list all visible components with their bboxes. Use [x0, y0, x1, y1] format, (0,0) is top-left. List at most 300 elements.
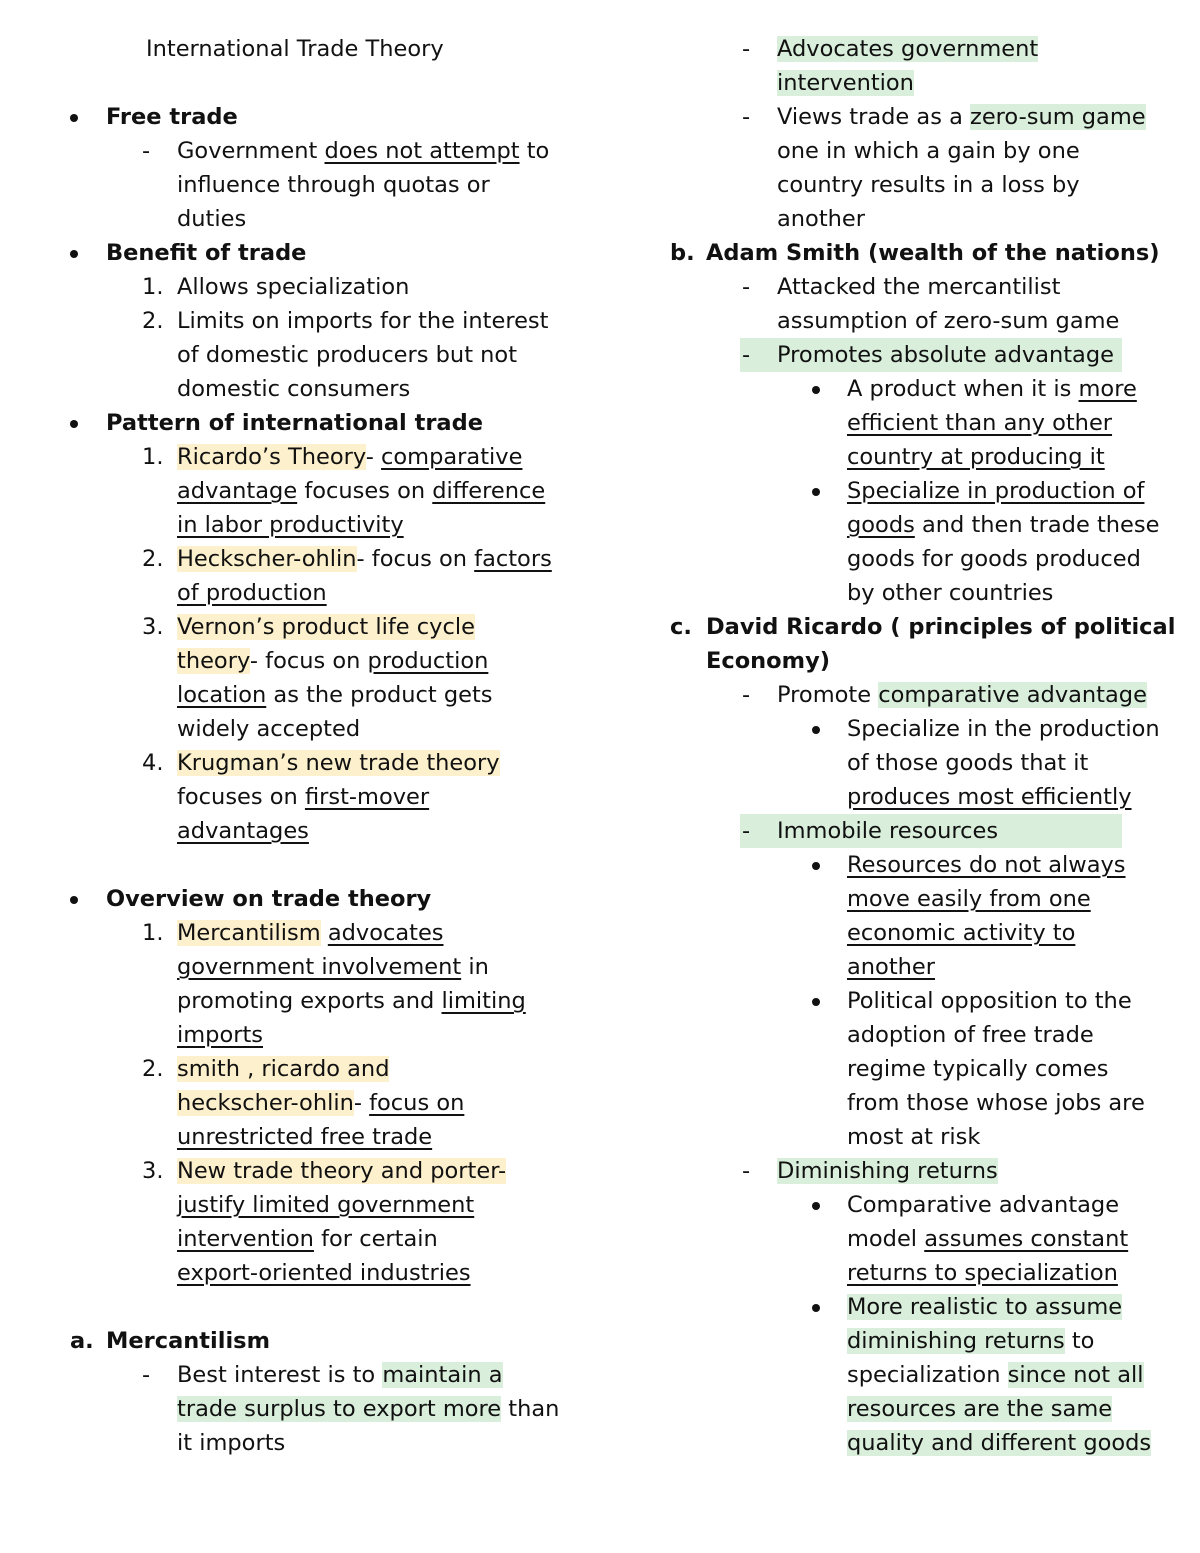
line-text — [847, 1290, 1122, 1324]
blank-line — [0, 66, 600, 100]
line-text — [847, 746, 1088, 780]
line-continuation — [600, 66, 1200, 100]
text-run: efficient than any other — [847, 410, 1113, 436]
line-text — [177, 542, 552, 576]
text-run: Specialize in production of — [847, 478, 1145, 504]
line-text — [106, 100, 238, 134]
text-run: advantages — [177, 818, 309, 844]
list-item — [0, 304, 600, 338]
list-marker: - — [742, 104, 751, 130]
text-run: does not attempt — [324, 138, 520, 164]
line-text — [177, 304, 548, 338]
line-text — [847, 1256, 1118, 1290]
line-text — [177, 1426, 285, 1460]
line-continuation — [600, 202, 1200, 236]
list-item — [600, 372, 1200, 406]
line-text — [777, 202, 865, 236]
text-run: of those goods that it — [847, 750, 1089, 776]
line-text — [177, 814, 309, 848]
bullet-dot-icon — [812, 984, 820, 1018]
text-run: from those whose jobs are — [847, 1090, 1145, 1116]
text-run: of domestic producers but not — [177, 342, 518, 368]
text-run: to — [1064, 1328, 1095, 1354]
text-run: Immobile resources — [777, 818, 999, 844]
line-continuation — [600, 950, 1200, 984]
line-text — [177, 984, 526, 1018]
text-run: Benefit of trade — [106, 240, 307, 266]
line-text — [777, 32, 1038, 66]
text-run: resources are the same — [847, 1396, 1113, 1422]
text-run: Mercantilism — [177, 920, 321, 946]
bullet-dot-icon — [812, 848, 820, 882]
text-run: Heckscher-ohlin — [177, 546, 357, 572]
list-item — [600, 678, 1200, 712]
line-continuation — [600, 1086, 1200, 1120]
list-marker: - — [742, 818, 751, 844]
line-continuation — [600, 780, 1200, 814]
list-marker: 2. — [142, 1056, 164, 1082]
text-run: heckscher-ohlin — [177, 1090, 354, 1116]
text-run: it imports — [177, 1430, 286, 1456]
text-run: Specialize in the production — [847, 716, 1160, 742]
text-run: justify limited government — [177, 1192, 475, 1218]
line-text — [847, 1358, 1144, 1392]
list-item — [600, 984, 1200, 1018]
list-marker: - — [142, 1362, 151, 1388]
line-text — [106, 236, 306, 270]
line-continuation — [600, 1392, 1200, 1426]
text-run: International Trade Theory — [146, 36, 444, 62]
list-item — [0, 610, 600, 644]
text-run: Free trade — [106, 104, 238, 130]
line-text — [777, 814, 998, 848]
text-run: intervention — [777, 70, 914, 96]
line-text — [777, 678, 1147, 712]
text-run: limiting — [441, 988, 526, 1014]
line-text — [777, 338, 1114, 372]
list-marker: 3. — [142, 614, 164, 640]
line-text — [777, 1154, 998, 1188]
list-item — [0, 236, 600, 270]
text-run: specialization — [847, 1362, 1008, 1388]
line-continuation — [0, 1426, 600, 1460]
line-continuation — [600, 1018, 1200, 1052]
text-run: intervention — [177, 1226, 314, 1252]
list-item — [0, 1154, 600, 1188]
list-item — [0, 542, 600, 576]
text-run — [321, 920, 328, 946]
list-item — [600, 270, 1200, 304]
line-text — [106, 406, 483, 440]
text-run: comparative advantage — [878, 682, 1147, 708]
line-continuation — [600, 1426, 1200, 1460]
bullet-dot-icon — [70, 406, 78, 440]
text-run: Resources do not always — [847, 852, 1126, 878]
line-text — [177, 1154, 506, 1188]
line-continuation — [600, 644, 1200, 678]
line-text — [706, 236, 1160, 270]
line-continuation — [0, 950, 600, 984]
text-run: production — [367, 648, 489, 674]
text-run: Overview on trade theory — [106, 886, 432, 912]
text-run: Attacked the mercantilist — [777, 274, 1061, 300]
line-text — [177, 678, 493, 712]
text-run: than — [501, 1396, 560, 1422]
line-text — [847, 712, 1160, 746]
right-column — [600, 32, 1200, 1460]
line-continuation — [0, 712, 600, 746]
text-run: - — [365, 444, 382, 470]
text-run: assumes constant — [924, 1226, 1129, 1252]
text-run: zero-sum game — [970, 104, 1146, 130]
text-run: More realistic to assume — [847, 1294, 1123, 1320]
line-text — [847, 780, 1132, 814]
line-continuation — [600, 542, 1200, 576]
line-continuation — [600, 134, 1200, 168]
line-text — [177, 1392, 559, 1426]
line-continuation — [600, 168, 1200, 202]
text-run: imports — [177, 1022, 264, 1048]
text-run: Best interest is to — [177, 1362, 383, 1388]
line-text — [777, 168, 1080, 202]
line-text — [177, 746, 500, 780]
text-run: Ricardo’s Theory — [177, 444, 366, 470]
list-item — [0, 100, 600, 134]
text-run: by other countries — [847, 580, 1054, 606]
text-run: Adam Smith (wealth of the nations) — [706, 240, 1160, 266]
line-continuation — [0, 576, 600, 610]
text-run: unrestricted free trade — [177, 1124, 433, 1150]
line-text — [177, 780, 429, 814]
blank-line — [0, 1290, 600, 1324]
line-text — [177, 1358, 503, 1392]
line-text — [146, 32, 444, 66]
bullet-dot-icon — [70, 100, 78, 134]
line-continuation — [0, 202, 600, 236]
left-column — [0, 32, 600, 1460]
text-run: - focus on — [356, 546, 475, 572]
text-run: smith , ricardo and — [177, 1056, 390, 1082]
line-text — [847, 508, 1159, 542]
text-run: comparative — [381, 444, 523, 470]
line-continuation — [600, 1052, 1200, 1086]
text-run: promoting exports and — [177, 988, 442, 1014]
text-run: domestic consumers — [177, 376, 411, 402]
text-run: in labor productivity — [177, 512, 404, 538]
line-text — [177, 1120, 432, 1154]
line-text — [847, 372, 1137, 406]
text-run: location — [177, 682, 267, 708]
bullet-dot-icon — [812, 372, 820, 406]
line-continuation — [600, 1358, 1200, 1392]
text-run: Comparative advantage — [847, 1192, 1120, 1218]
line-text — [847, 542, 1141, 576]
list-item — [600, 814, 1200, 848]
text-run: move easily from one — [847, 886, 1091, 912]
list-item — [600, 100, 1200, 134]
line-continuation — [0, 1222, 600, 1256]
text-run: another — [847, 954, 935, 980]
line-continuation — [0, 1188, 600, 1222]
line-continuation — [600, 1120, 1200, 1154]
line-continuation — [0, 372, 600, 406]
list-item — [0, 134, 600, 168]
line-text — [847, 1392, 1112, 1426]
list-item — [0, 1052, 600, 1086]
text-run: Advocates government — [777, 36, 1039, 62]
list-item — [0, 882, 600, 916]
text-run: first-mover — [304, 784, 430, 810]
line-continuation — [600, 1324, 1200, 1358]
text-run: as the product gets — [266, 682, 493, 708]
bullet-dot-icon — [70, 236, 78, 270]
text-run: produces most efficiently — [847, 784, 1132, 810]
list-marker: 2. — [142, 546, 164, 572]
text-run: widely accepted — [177, 716, 361, 742]
line-text — [847, 474, 1144, 508]
line-text — [177, 440, 522, 474]
text-run: model — [847, 1226, 925, 1252]
text-run: Political opposition to the — [847, 988, 1132, 1014]
line-continuation — [600, 1256, 1200, 1290]
line-continuation — [0, 1392, 600, 1426]
list-item — [0, 916, 600, 950]
list-marker: 1. — [142, 444, 164, 470]
line-continuation — [600, 882, 1200, 916]
line-text — [706, 610, 1175, 644]
list-item — [0, 1358, 600, 1392]
text-run: trade surplus to export more — [177, 1396, 502, 1422]
line-text — [847, 1188, 1119, 1222]
line-text — [847, 882, 1091, 916]
line-continuation — [600, 440, 1200, 474]
line-text — [847, 848, 1126, 882]
page-title — [0, 32, 600, 66]
text-run: advantage — [177, 478, 298, 504]
text-run: Vernon’s product life cycle — [177, 614, 475, 640]
line-text — [177, 338, 517, 372]
line-text — [177, 372, 410, 406]
line-text — [177, 474, 545, 508]
line-text — [847, 1018, 1094, 1052]
line-continuation — [0, 1256, 600, 1290]
line-text — [847, 950, 935, 984]
text-run: another — [777, 206, 865, 232]
text-run: Allows specialization — [177, 274, 410, 300]
list-item — [600, 1154, 1200, 1188]
line-text — [847, 1426, 1151, 1460]
line-continuation — [0, 1086, 600, 1120]
text-run: diminishing returns — [847, 1328, 1065, 1354]
line-text — [847, 984, 1132, 1018]
line-text — [777, 270, 1060, 304]
text-run: in — [461, 954, 489, 980]
line-text — [106, 882, 431, 916]
line-continuation — [0, 474, 600, 508]
text-run: Promote — [777, 682, 879, 708]
line-text — [177, 950, 489, 984]
line-continuation — [0, 678, 600, 712]
line-continuation — [600, 304, 1200, 338]
text-run: Promotes absolute advantage — [777, 342, 1114, 368]
line-continuation — [600, 916, 1200, 950]
text-run: - — [353, 1090, 370, 1116]
line-continuation — [0, 168, 600, 202]
line-text — [847, 1324, 1094, 1358]
text-run: Limits on imports for the interest — [177, 308, 549, 334]
line-text — [177, 1086, 464, 1120]
bullet-dot-icon — [70, 882, 78, 916]
line-continuation — [600, 576, 1200, 610]
text-run: goods for goods produced — [847, 546, 1141, 572]
line-text — [177, 1052, 389, 1086]
line-text — [777, 134, 1080, 168]
line-text — [177, 168, 490, 202]
text-run: since not all — [1007, 1362, 1144, 1388]
text-run: Economy) — [706, 648, 831, 674]
list-marker: - — [742, 1158, 751, 1184]
list-item — [600, 848, 1200, 882]
text-run: focuses on — [177, 784, 305, 810]
list-marker: - — [742, 36, 751, 62]
list-marker: 3. — [142, 1158, 164, 1184]
text-run: advocates — [327, 920, 444, 946]
text-run: - focus on — [249, 648, 368, 674]
list-item — [600, 32, 1200, 66]
line-continuation — [0, 780, 600, 814]
line-text — [777, 100, 1146, 134]
text-run: and then trade these — [914, 512, 1160, 538]
line-text — [706, 644, 830, 678]
line-continuation — [0, 644, 600, 678]
text-run: Views trade as a — [777, 104, 971, 130]
text-run: of production — [177, 580, 327, 606]
line-continuation — [0, 814, 600, 848]
list-item — [0, 270, 600, 304]
list-item — [0, 440, 600, 474]
text-run: factors — [474, 546, 552, 572]
list-marker: 2. — [142, 308, 164, 334]
line-text — [847, 440, 1105, 474]
line-text — [847, 916, 1075, 950]
list-item — [600, 338, 1200, 372]
line-text — [177, 712, 360, 746]
text-run: Mercantilism — [106, 1328, 271, 1354]
text-run: focus on — [369, 1090, 465, 1116]
list-marker: - — [742, 682, 751, 708]
list-marker: - — [742, 342, 751, 368]
line-text — [177, 1256, 471, 1290]
line-text — [177, 1222, 438, 1256]
text-run: economic activity to — [847, 920, 1076, 946]
line-text — [847, 1052, 1108, 1086]
list-marker: a. — [70, 1328, 94, 1354]
line-text — [177, 270, 409, 304]
list-item — [600, 712, 1200, 746]
text-run: for certain — [313, 1226, 438, 1252]
list-marker: 1. — [142, 920, 164, 946]
list-item — [0, 406, 600, 440]
list-item — [600, 1290, 1200, 1324]
list-marker: b. — [670, 240, 695, 266]
line-text — [777, 304, 1119, 338]
line-continuation — [600, 1222, 1200, 1256]
line-text — [177, 610, 475, 644]
list-item — [600, 1188, 1200, 1222]
line-text — [177, 508, 404, 542]
text-run: Pattern of international trade — [106, 410, 483, 436]
list-marker: c. — [670, 614, 692, 640]
text-run: more — [1078, 376, 1137, 402]
text-run: influence through quotas or — [177, 172, 490, 198]
text-run: Government — [177, 138, 325, 164]
list-marker: 1. — [142, 274, 164, 300]
list-item — [600, 610, 1200, 644]
text-run: quality and different goods — [847, 1430, 1152, 1456]
line-text — [177, 916, 444, 950]
line-continuation — [0, 1120, 600, 1154]
text-run: adoption of free trade — [847, 1022, 1094, 1048]
text-run: theory — [177, 648, 250, 674]
text-run: A product when it is — [847, 376, 1079, 402]
text-run: David Ricardo ( principles of political — [706, 614, 1176, 640]
line-text — [177, 202, 246, 236]
text-run: to — [519, 138, 550, 164]
line-text — [106, 1324, 270, 1358]
text-run: most at risk — [847, 1124, 981, 1150]
line-continuation — [0, 984, 600, 1018]
text-run: country at producing it — [847, 444, 1105, 470]
text-run: country results in a loss by — [777, 172, 1080, 198]
text-run: maintain a — [382, 1362, 503, 1388]
line-continuation — [600, 746, 1200, 780]
bullet-dot-icon — [812, 1290, 820, 1324]
list-marker: - — [142, 138, 151, 164]
line-continuation — [600, 508, 1200, 542]
text-run: regime typically comes — [847, 1056, 1109, 1082]
text-run: focuses on — [297, 478, 433, 504]
list-marker: 4. — [142, 750, 164, 776]
bullet-dot-icon — [812, 474, 820, 508]
line-text — [177, 1018, 263, 1052]
text-run: Diminishing returns — [777, 1158, 998, 1184]
list-marker: - — [742, 274, 751, 300]
line-text — [177, 644, 488, 678]
line-continuation — [0, 338, 600, 372]
line-text — [777, 66, 914, 100]
list-item — [600, 236, 1200, 270]
line-text — [847, 406, 1112, 440]
line-continuation — [0, 508, 600, 542]
blank-line — [0, 848, 600, 882]
line-continuation — [0, 1018, 600, 1052]
list-item — [0, 746, 600, 780]
text-run: government involvement — [177, 954, 462, 980]
text-run: Krugman’s new trade theory — [177, 750, 500, 776]
text-run: assumption of zero-sum game — [777, 308, 1120, 334]
text-run: returns to specialization — [847, 1260, 1118, 1286]
bullet-dot-icon — [812, 1188, 820, 1222]
text-run: difference — [432, 478, 546, 504]
line-text — [177, 1188, 474, 1222]
text-run: goods — [847, 512, 915, 538]
text-run: New trade theory and porter- — [177, 1158, 507, 1184]
list-item — [0, 1324, 600, 1358]
text-run: one in which a gain by one — [777, 138, 1080, 164]
line-text — [847, 1120, 980, 1154]
line-text — [177, 576, 327, 610]
text-run: export-oriented industries — [177, 1260, 471, 1286]
